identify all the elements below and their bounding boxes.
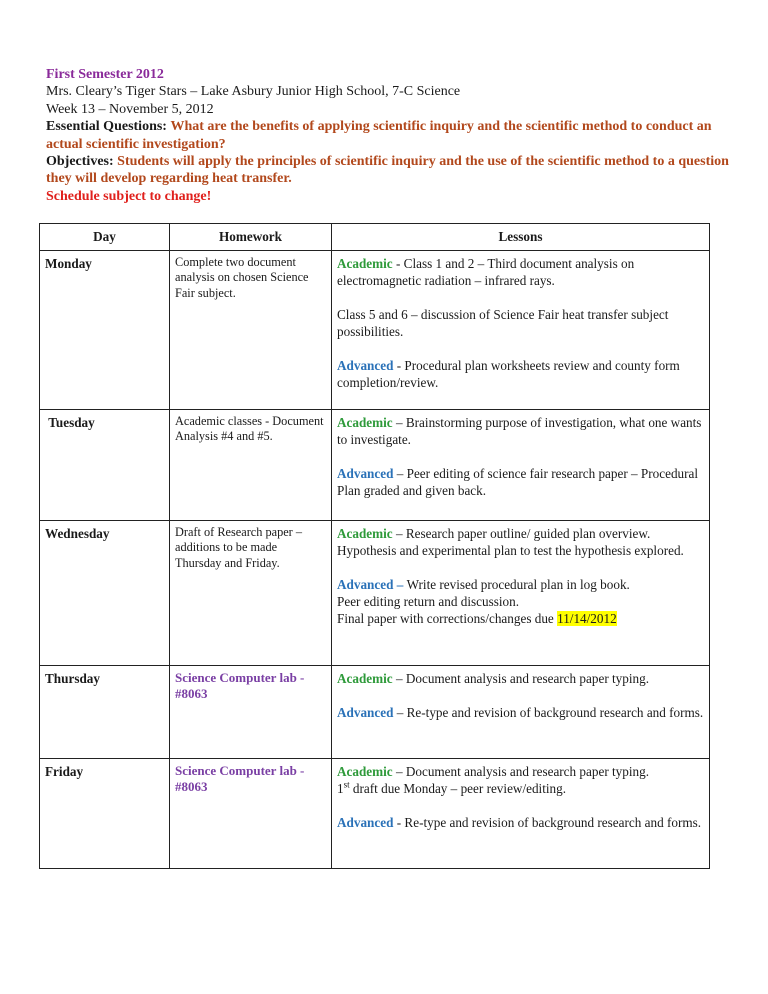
academic-text: Document analysis and research paper typing. [405,764,650,779]
homework-cell [170,759,332,869]
advanced-text: Peer editing of science fair research paper – Procedural Plan graded and given back. [337,466,699,498]
table-row-friday [40,759,710,869]
advanced-label: Advanced [337,358,394,373]
day-cell [40,410,170,521]
table-row-wednesday [40,521,710,666]
day-cell: Friday [40,759,170,869]
advanced-text: Re-type and revision of background research and forms. [406,705,704,720]
academic-separator: – [392,415,406,430]
advanced-line-3: Final paper with corrections/changes due [337,611,558,626]
academic-text: Class 1 and 2 – Third document analysis on electromagnetic radiation – infrared rays. [337,256,635,288]
semester-title: First Semester 2012 [46,67,164,82]
advanced-label: Advanced [337,705,394,720]
academic-label: Academic [337,526,393,541]
weekly-schedule-table [39,223,710,869]
objectives-label: Objectives: [46,154,114,170]
academic-lesson [337,525,704,559]
academic-text: Document analysis and research paper typing. [405,671,650,686]
advanced-lesson [337,576,704,627]
academic-separator: - [392,256,404,271]
lessons-cell [332,251,710,410]
column-header-lessons: Lessons [332,224,710,251]
lessons-cell [332,666,710,759]
academic-lesson [337,414,704,448]
draft-text: draft due Monday – peer review/editing. [349,781,567,796]
due-date-highlight: 11/14/2012 [557,611,617,626]
advanced-text: Procedural plan worksheets review and county form completion/review. [337,358,680,390]
academic-lesson [337,255,704,289]
column-header-homework: Homework [170,224,332,251]
advanced-separator: - [393,358,405,373]
lessons-cell [332,410,710,521]
advanced-label: Advanced [337,577,394,592]
day-cell: Monday [40,251,170,410]
schedule-notice: Schedule subject to change! [46,188,212,204]
advanced-separator: – [393,466,407,481]
table-row-thursday [40,666,710,759]
academic-label: Academic [337,415,393,430]
academic-text: Research paper outline/ guided plan overview. Hypothesis and experimental plan to test the hypothesis explored. [337,526,684,558]
advanced-label: Advanced [337,815,394,830]
advanced-lesson [337,814,704,831]
homework-cell [170,666,332,759]
computer-lab-text: Science Computer lab - #8063 [175,763,305,795]
essential-questions-text: What are the benefits of applying scientific inquiry and the scientific method to conduct an actual scientific investigation? [46,119,712,152]
advanced-lesson [337,704,704,721]
computer-lab-text: Science Computer lab - #8063 [175,670,305,702]
advanced-lesson [337,357,704,391]
academic-lesson [337,670,704,687]
advanced-text: Re-type and revision of background research and forms. [404,815,702,830]
advanced-lesson [337,465,704,499]
column-header-day: Day [40,224,170,251]
homework-cell: Complete two document analysis on chosen Science Fair subject. [170,251,332,410]
lessons-cell [332,759,710,869]
draft-number: 1 [337,781,344,796]
extra-lesson: Class 5 and 6 – discussion of Science Fair heat transfer subject possibilities. [337,307,669,339]
lessons-cell [332,521,710,666]
essential-questions-label: Essential Questions: [46,119,167,135]
advanced-label: Advanced [337,466,394,481]
advanced-separator: - [393,815,405,830]
class-line: Mrs. Cleary’s Tiger Stars – Lake Asbury Junior High School, 7-C Science [46,84,461,100]
table-header-row [40,224,710,251]
table-row-tuesday [40,410,710,521]
draft-ordinal: st [343,779,350,790]
day-cell: Thursday [40,666,170,759]
day-cell: Wednesday [40,521,170,666]
advanced-separator: – [393,705,407,720]
essential-questions [46,118,736,153]
homework-cell: Draft of Research paper – additions to be made Thursday and Friday. [170,521,332,666]
objectives [46,153,736,188]
academic-separator: – [392,526,406,541]
academic-label: Academic [337,764,393,779]
advanced-text: Write revised procedural plan in log book. [406,577,630,592]
academic-lesson [337,763,704,797]
document-header [46,66,736,205]
academic-text: Brainstorming purpose of investigation, what one wants to investigate. [337,415,702,447]
advanced-line-2: Peer editing return and discussion. [337,594,520,609]
table-row-monday [40,251,710,410]
academic-separator: – [392,671,406,686]
academic-label: Academic [337,256,393,271]
advanced-separator: – [393,577,407,592]
homework-cell: Academic classes - Document Analysis #4 and #5. [170,410,332,521]
day-label: Tuesday [48,415,95,430]
objectives-text: Students will apply the principles of scientific inquiry and the use of the scientific method to a question they will develop regarding heat transfer. [46,154,729,187]
academic-separator: – [392,764,406,779]
week-line: Week 13 – November 5, 2012 [46,101,214,117]
academic-label: Academic [337,671,393,686]
